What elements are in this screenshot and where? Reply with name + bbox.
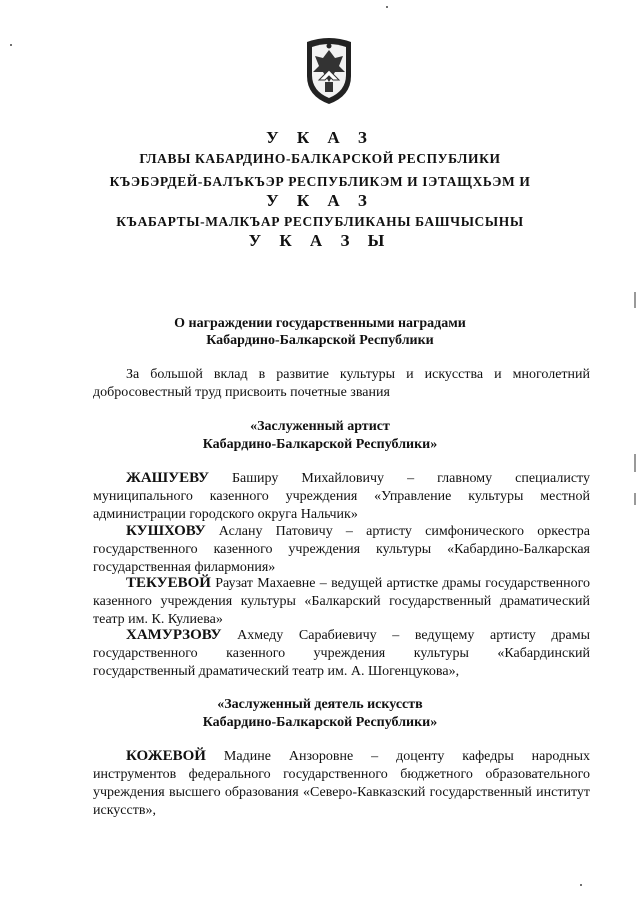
coat-of-arms-emblem: [303, 36, 355, 106]
section2-line1: «Заслуженный деятель искусств: [217, 697, 423, 712]
awardee-details: Мадине Анзоровне – доценту кафедры народных инструментов федерального государственного бюджетного образовательного учреждения высшего образования «Северо-Кавказский государственный институт искусств»,: [93, 749, 590, 818]
award-entry: [93, 574, 590, 629]
section-heading-honored-art-worker: [0, 696, 640, 732]
award-entry: [93, 626, 590, 681]
awardee-details: Аслану Патовичу – артисту симфонического оркестра государственного казенного учреждения культуры «Кабардино-Балкарская государственная филармония»: [93, 524, 590, 575]
awardee-surname: КУШХОВУ: [126, 523, 206, 539]
award-entry: [93, 469, 590, 524]
decree-title-line1: О награждении государственными наградами: [174, 316, 466, 331]
decree-title: [0, 315, 640, 349]
head-title-ru: ГЛАВЫ КАБАРДИНО-БАЛКАРСКОЙ РЕСПУБЛИКИ: [139, 151, 501, 166]
awardee-surname: КОЖЕВОЙ: [126, 748, 206, 764]
awardee-surname: ТЕКУЕВОЙ: [126, 575, 211, 591]
scan-speck: [386, 6, 388, 8]
scan-edge-mark: [634, 454, 636, 472]
section2-line2: Кабардино-Балкарской Республики»: [202, 715, 438, 730]
section-heading-honored-artist: [0, 418, 640, 454]
head-title-balk: КЪАБАРТЫ-МАЛКЪАР РЕСПУБЛИКАНЫ БАШЧЫСЫНЫ: [116, 214, 524, 229]
head-title-kab: КЪЭБЭРДЕЙ-БАЛЪКЪЭР РЕСПУБЛИКЭМ И ІЭТАЩХЬЭМ И: [109, 174, 531, 189]
ukaz-heading-ru: У К А З: [266, 128, 374, 147]
awardee-surname: ХАМУРЗОВУ: [126, 627, 222, 643]
award-entry: [93, 747, 590, 820]
intro-paragraph: За большой вклад в развитие культуры и искусства и многолетний добросовестный труд присвоить почетные звания: [93, 367, 590, 400]
section1-line2: Кабардино-Балкарской Республики»: [202, 437, 438, 452]
scan-edge-mark: [634, 493, 636, 505]
decree-title-line2: Кабардино-Балкарской Республики: [206, 333, 434, 348]
awardee-details: Раузат Махаевне – ведущей артистке драмы государственного казенного учреждения культуры «Балкарский государственный драматический театр им. К. Кулиева»: [93, 576, 590, 627]
awardee-surname: ЖАШУЕВУ: [126, 470, 209, 486]
ukaz-heading-kab: У К А З: [266, 191, 374, 210]
scan-speck: [10, 44, 12, 46]
awardee-details: Баширу Михайловичу – главному специалисту муниципального казенного учреждения «Управление культуры местной администрации городского округа Нальчик»: [93, 471, 590, 522]
award-entry: [93, 522, 590, 577]
scan-speck: [580, 884, 582, 886]
section1-line1: «Заслуженный артист: [250, 419, 390, 434]
scan-edge-mark: [634, 292, 636, 308]
awardee-details: Ахмеду Сарабиевичу – ведущему артисту драмы государственного казенного учреждения культуры «Кабардинский государственный драматический театр им. А. Шогенцукова»,: [93, 628, 590, 679]
ukaz-heading-balk: У К А З Ы: [248, 231, 392, 250]
